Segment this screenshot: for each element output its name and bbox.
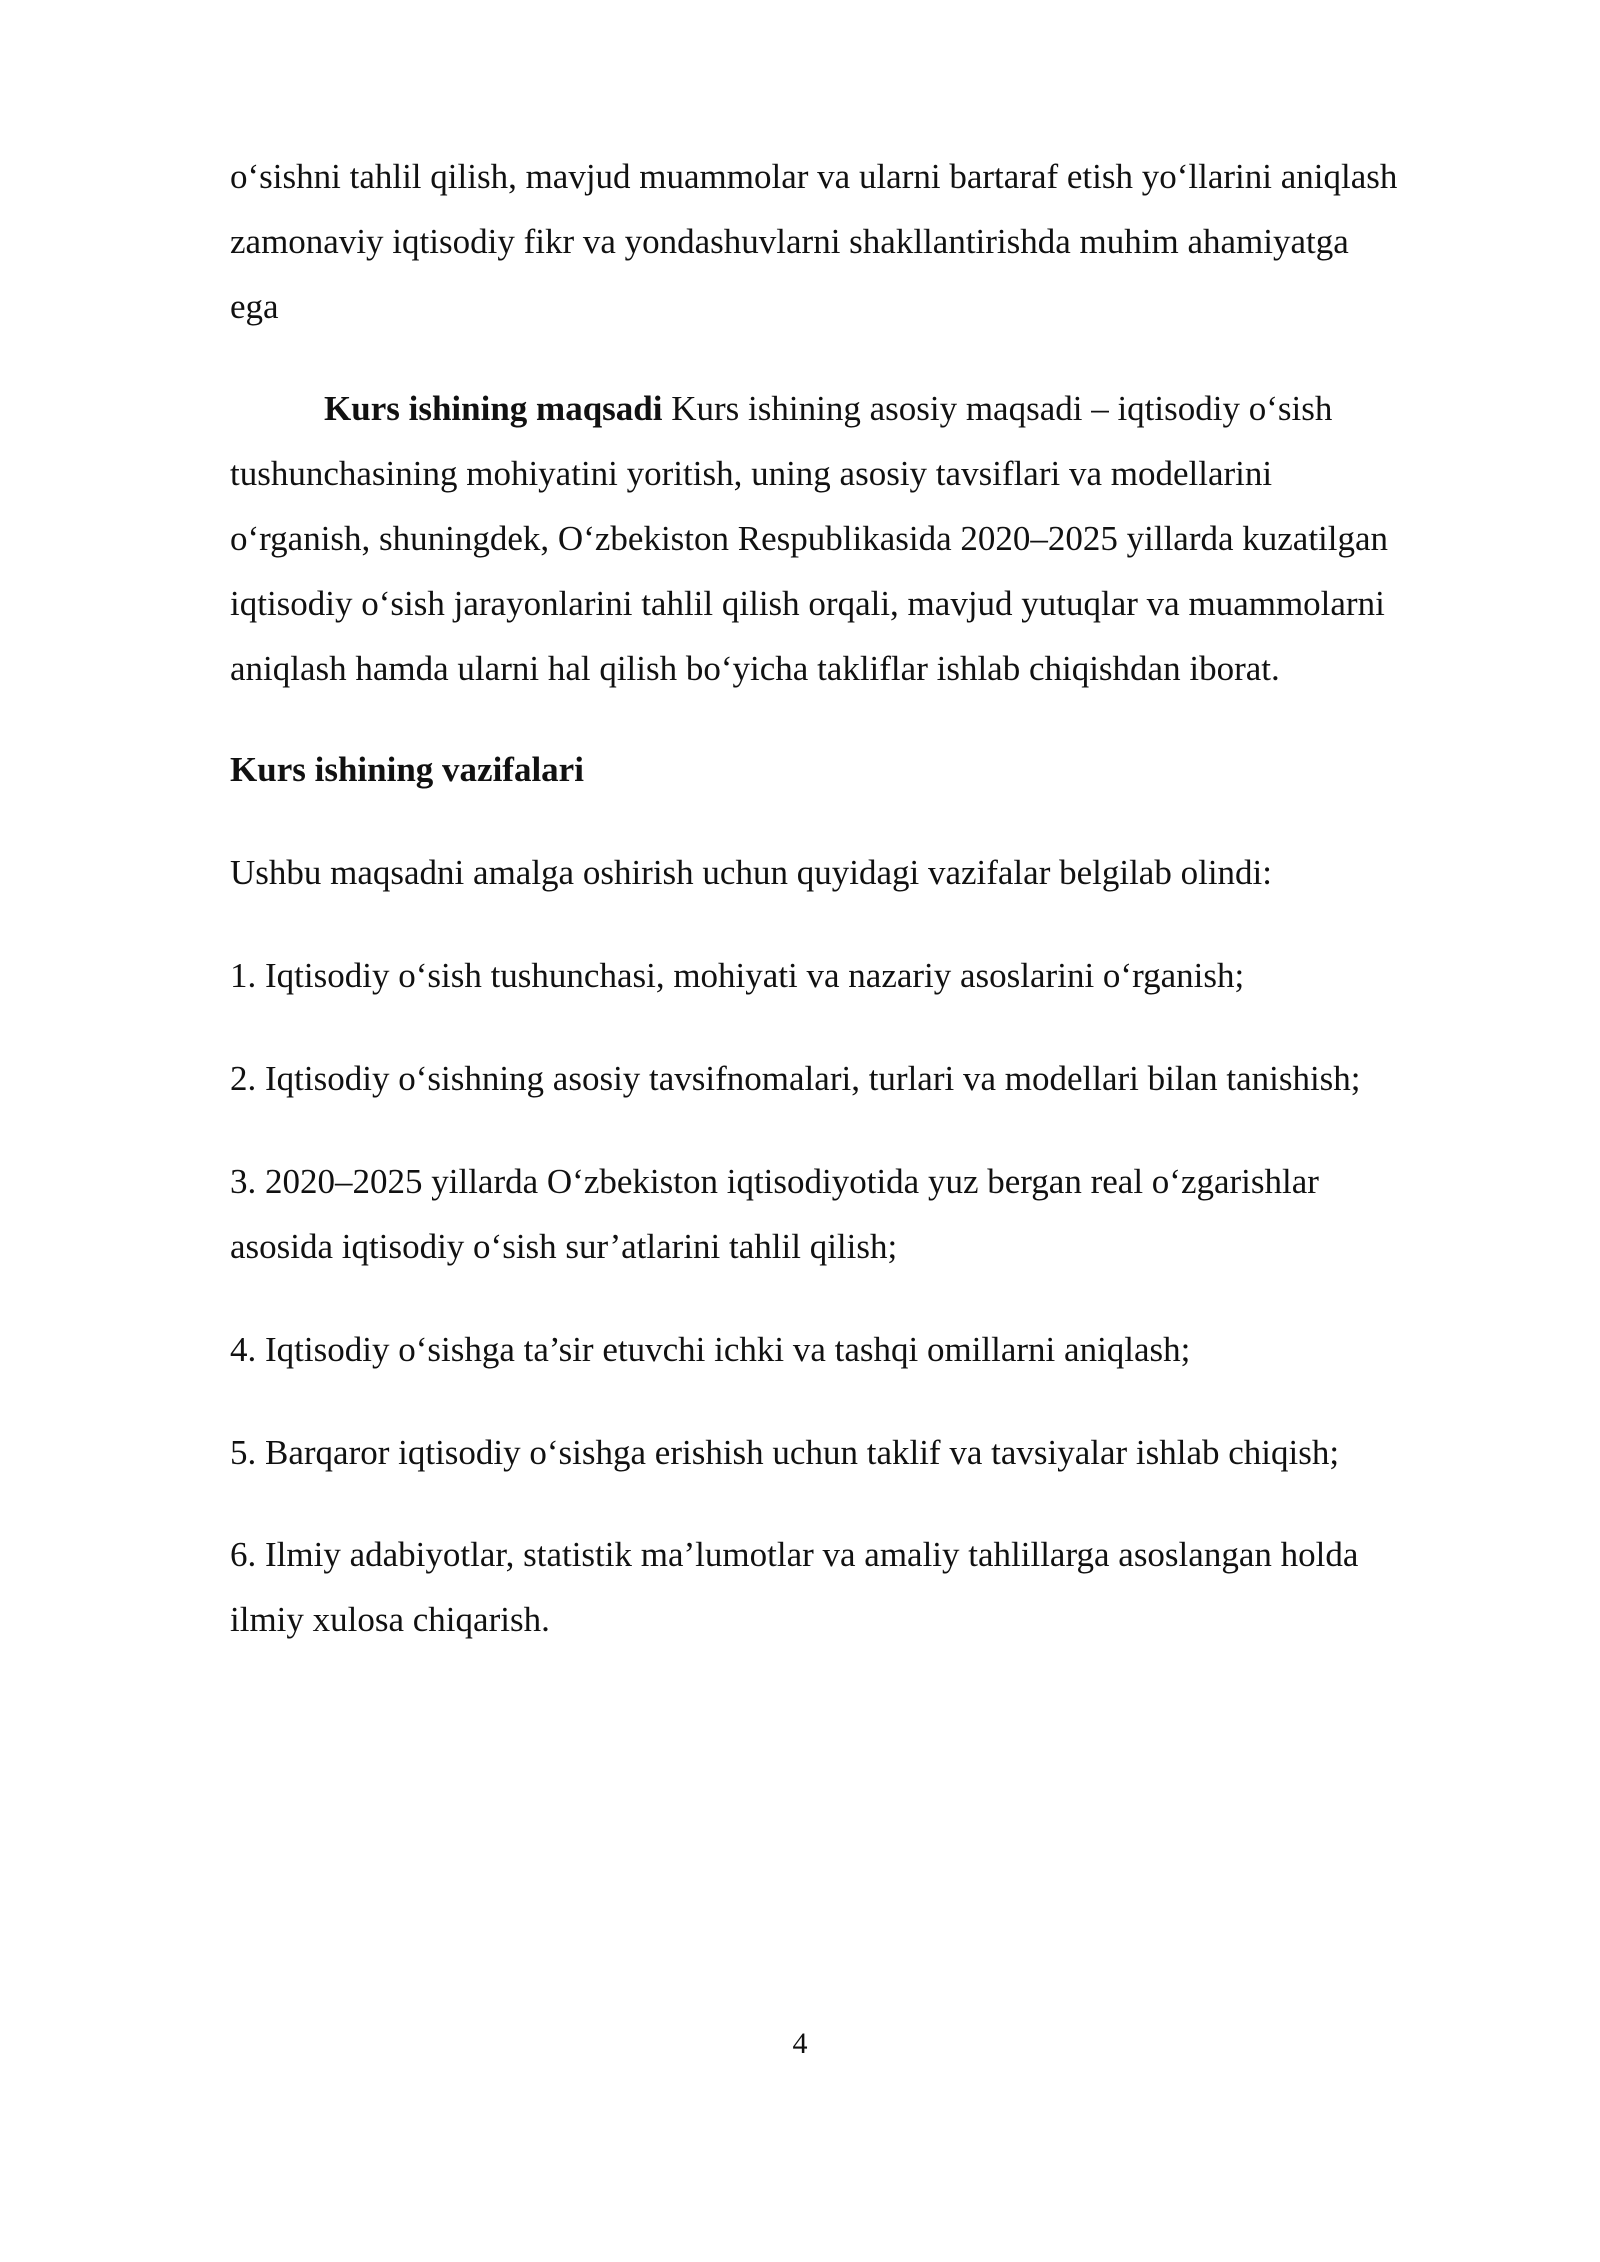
purpose-line: iqtisodiy o‘sish jarayonlarini tahlil qilish orqali, mavjud yutuqlar va muammolarni — [230, 584, 1385, 623]
task-item-1 — [230, 943, 1500, 1008]
intro-line: ega — [230, 287, 279, 326]
task-item-6 — [230, 1522, 1500, 1652]
page-number: 4 — [792, 2027, 808, 2060]
tasks-heading: Kurs ishining vazifalari — [230, 750, 584, 789]
purpose-line: Kurs ishining asosiy maqsadi – iqtisodiy o‘sish — [662, 389, 1333, 428]
purpose-paragraph — [230, 376, 1500, 701]
task-line: ilmiy xulosa chiqarish. — [230, 1600, 550, 1639]
purpose-line: o‘rganish, shuningdek, O‘zbekiston Respublikasida 2020–2025 yillarda kuzatilgan — [230, 519, 1389, 558]
task-line: 5. Barqaror iqtisodiy o‘sishga erishish uchun taklif va tavsiyalar ishlab chiqish; — [230, 1433, 1340, 1472]
task-item-2 — [230, 1046, 1500, 1111]
intro-paragraph — [230, 144, 1500, 339]
task-line: 4. Iqtisodiy o‘sishga ta’sir etuvchi ichki va tashqi omillarni aniqlash; — [230, 1330, 1191, 1369]
intro-line: o‘sishni tahlil qilish, mavjud muammolar va ularni bartaraf etish yo‘llarini aniqlash — [230, 157, 1398, 196]
task-line: 3. 2020–2025 yillarda O‘zbekiston iqtisodiyotida yuz bergan real o‘zgarishlar — [230, 1162, 1319, 1201]
purpose-heading: Kurs ishining maqsadi — [324, 389, 663, 428]
intro-line: zamonaviy iqtisodiy fikr va yondashuvlarni shakllantirishda muhim ahamiyatga — [230, 222, 1349, 261]
task-item-4 — [230, 1317, 1500, 1382]
task-item-5 — [230, 1420, 1500, 1485]
purpose-line: aniqlash hamda ularni hal qilish bo‘yicha takliflar ishlab chiqishdan iborat. — [230, 649, 1280, 688]
task-line: 2. Iqtisodiy o‘sishning asosiy tavsifnomalari, turlari va modellari bilan tanishish; — [230, 1059, 1361, 1098]
tasks-intro: Ushbu maqsadni amalga oshirish uchun quyidagi vazifalar belgilab olindi: — [230, 853, 1272, 892]
purpose-line: tushunchasining mohiyatini yoritish, uning asosiy tavsiflari va modellarini — [230, 454, 1273, 493]
task-line: asosida iqtisodiy o‘sish sur’atlarini tahlil qilish; — [230, 1227, 898, 1266]
task-line: 1. Iqtisodiy o‘sish tushunchasi, mohiyati va nazariy asoslarini o‘rganish; — [230, 956, 1245, 995]
task-item-3 — [230, 1149, 1500, 1279]
task-line: 6. Ilmiy adabiyotlar, statistik ma’lumotlar va amaliy tahlillarga asoslangan holda — [230, 1535, 1359, 1574]
